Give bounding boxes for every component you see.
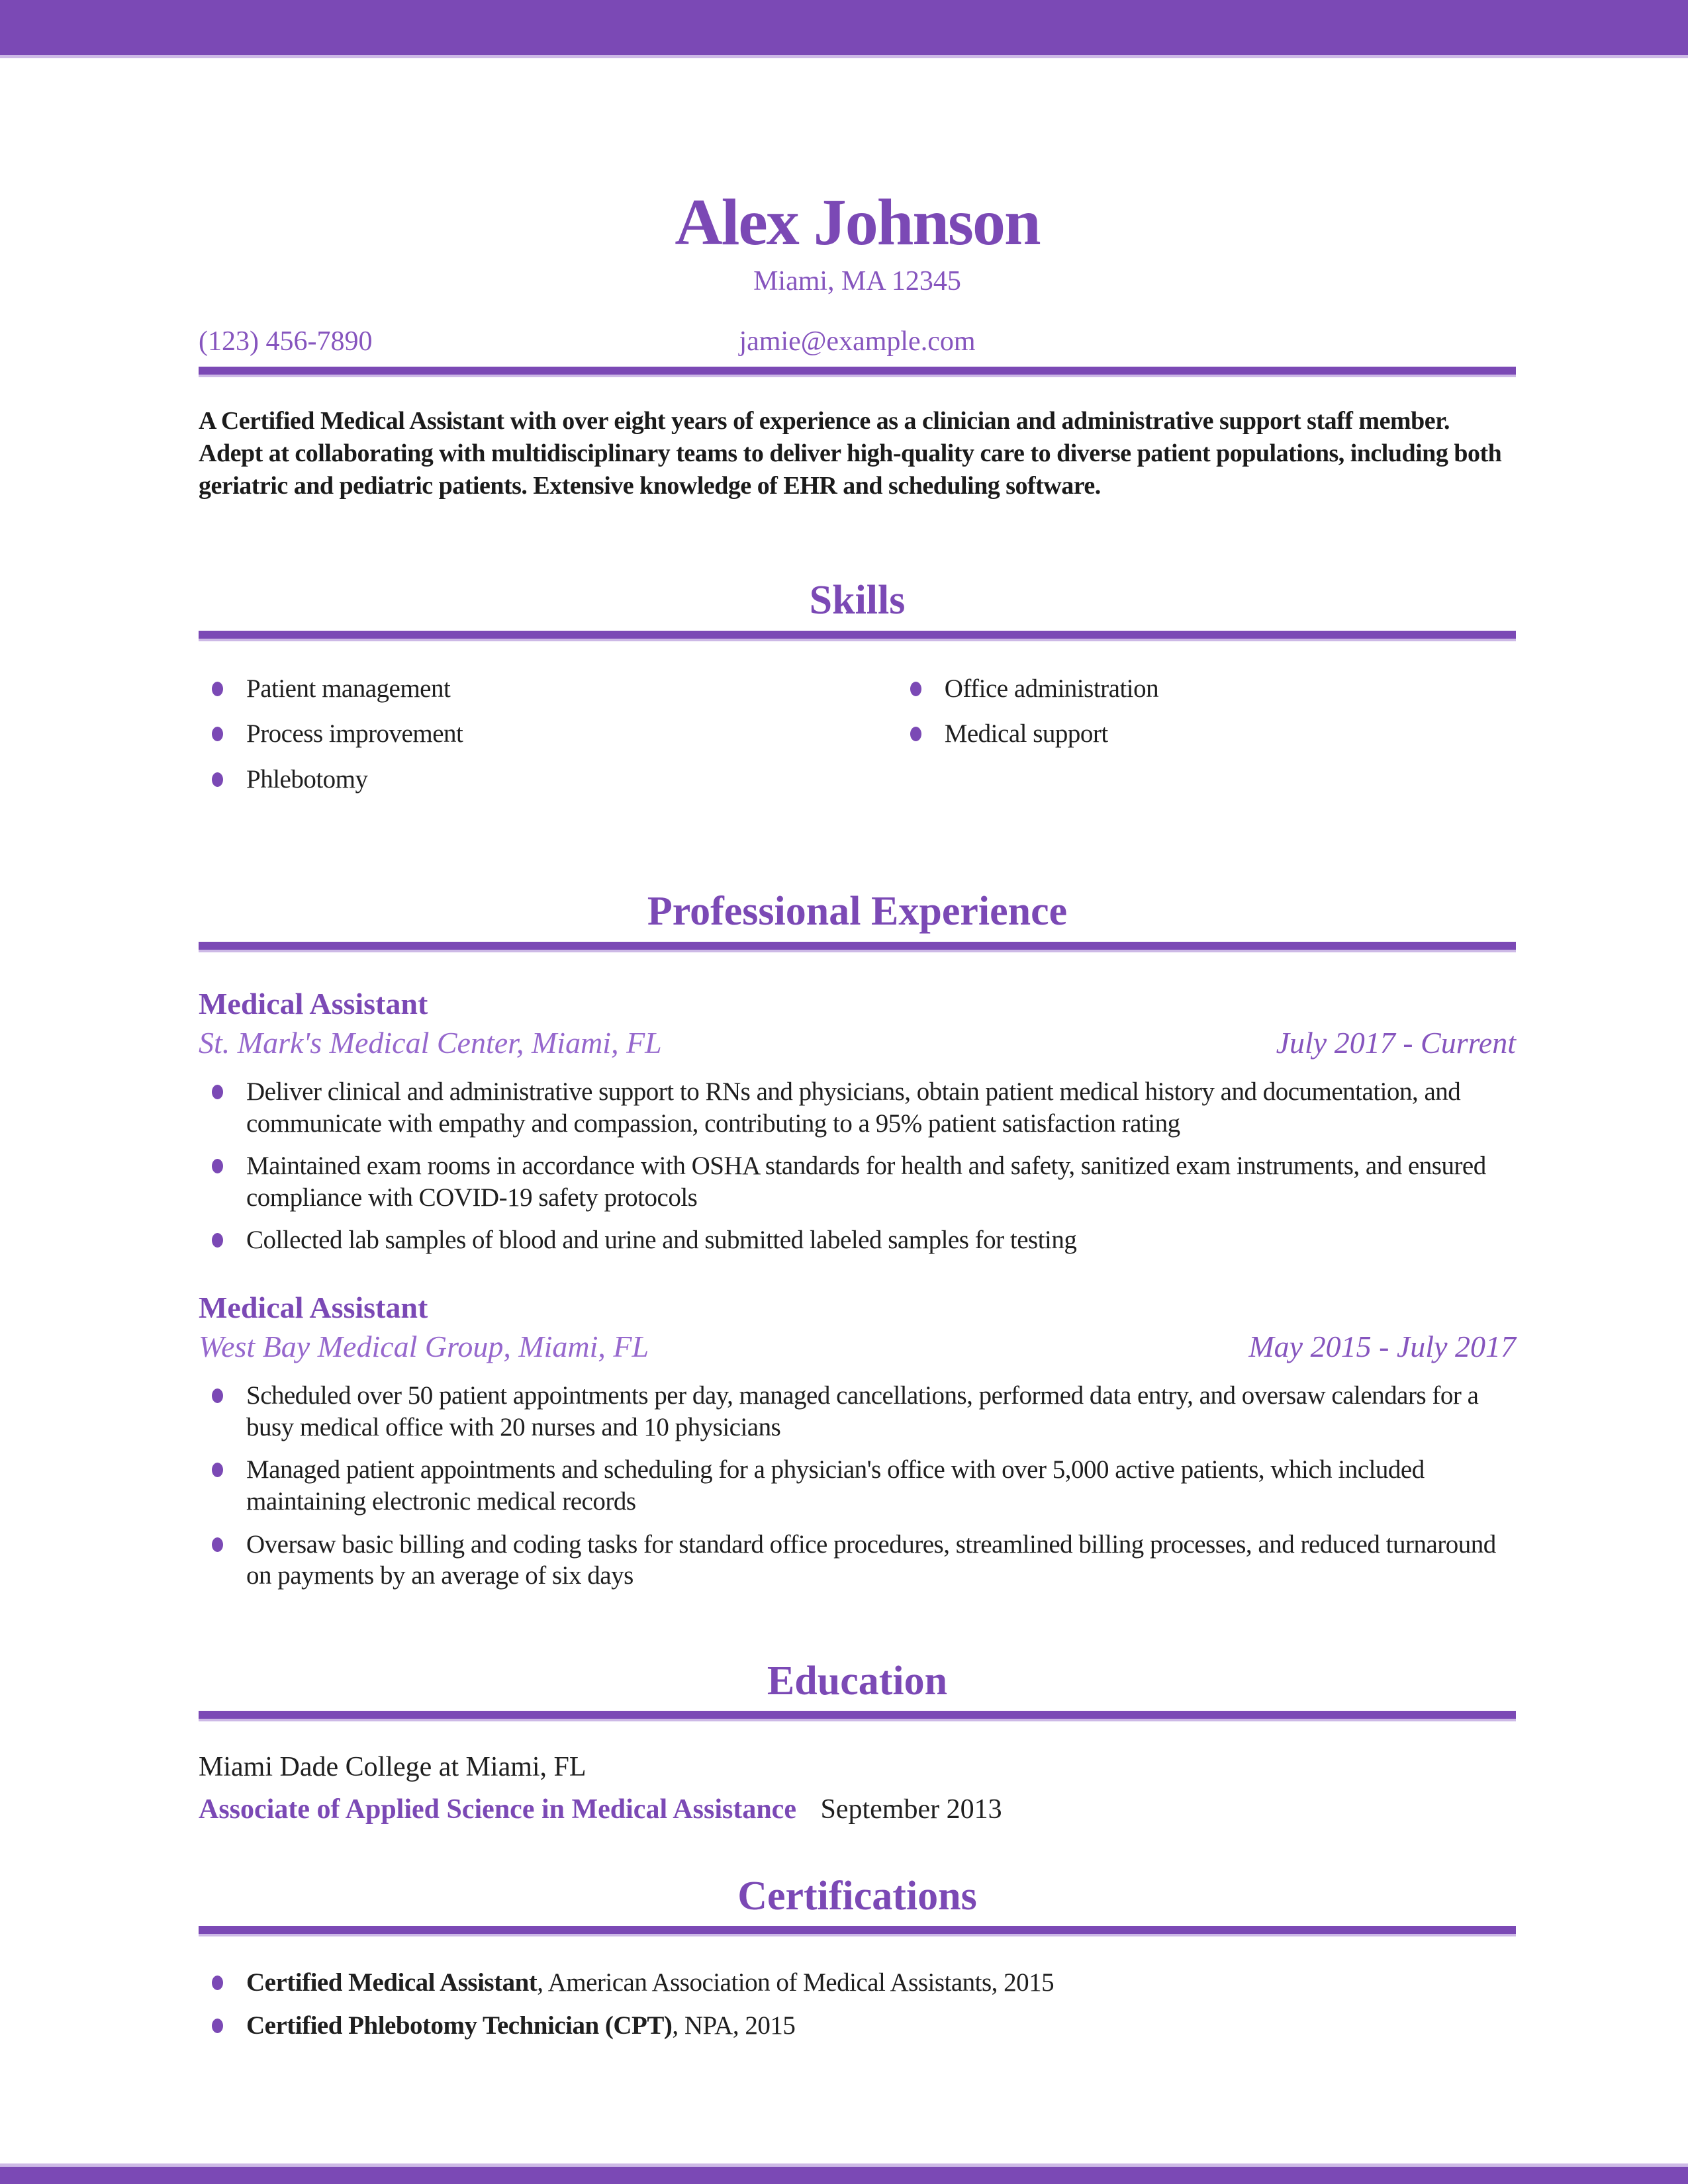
skills-section-title: Skills (809, 578, 906, 623)
skill-item: Office administration (897, 673, 1516, 705)
experience-divider (199, 942, 1516, 952)
job-bullet: Oversaw basic billing and coding tasks for standard office procedures, streamlined billing processes, and reduced turnaround on payments by an average of six days (199, 1529, 1516, 1592)
certifications-list (199, 1967, 1516, 2041)
certification-item (199, 1967, 1516, 1999)
resume-page (199, 185, 1516, 2042)
job-entry (199, 984, 1516, 1256)
education-divider (199, 1711, 1516, 1721)
job-bullet-list (199, 1076, 1516, 1256)
skill-item: Phlebotomy (199, 764, 897, 796)
education-date: September 2013 (820, 1794, 1002, 1825)
certification-item (199, 2010, 1516, 2042)
email-address: jamie@example.com (739, 326, 976, 357)
skill-item: Process improvement (199, 718, 897, 750)
job-title: Medical Assistant (199, 986, 428, 1021)
header-divider (199, 367, 1516, 377)
certification-name: Certified Phlebotomy Technician (CPT) (246, 2011, 673, 2040)
education-degree-row (199, 1792, 1516, 1827)
phone-number: (123) 456-7890 (199, 326, 373, 357)
job-entry (199, 1288, 1516, 1592)
certification-detail: , American Association of Medical Assistants, 2015 (537, 1968, 1055, 1997)
job-dates: May 2015 - July 2017 (1248, 1329, 1516, 1363)
certifications-section-title: Certifications (737, 1874, 977, 1919)
contact-row (199, 324, 1516, 359)
certifications-divider (199, 1926, 1516, 1936)
skills-column-right (897, 673, 1516, 809)
job-bullet-list (199, 1380, 1516, 1591)
job-meta-row (199, 1328, 1516, 1366)
education-school: Miami Dade College at Miami, FL (199, 1752, 586, 1783)
candidate-location: Miami, MA 12345 (753, 266, 961, 296)
education-degree: Associate of Applied Science in Medical Assistance (199, 1794, 796, 1825)
education-section-title: Education (767, 1658, 948, 1704)
skills-column-left (199, 673, 897, 809)
skills-divider (199, 631, 1516, 641)
job-bullet: Managed patient appointments and scheduling for a physician's office with over 5,000 active patients, which included maintaining electronic medical records (199, 1454, 1516, 1517)
top-accent-bar (0, 0, 1688, 58)
job-title: Medical Assistant (199, 1290, 428, 1324)
skill-item: Medical support (897, 718, 1516, 750)
certification-name: Certified Medical Assistant (246, 1968, 538, 1997)
skill-item: Patient management (199, 673, 897, 705)
certification-detail: , NPA, 2015 (672, 2011, 796, 2040)
candidate-name: Alex Johnson (675, 185, 1040, 259)
job-company: St. Mark's Medical Center, Miami, FL (199, 1025, 662, 1060)
bottom-accent-bar (0, 2163, 1688, 2184)
experience-section-title: Professional Experience (647, 889, 1068, 934)
skills-list (199, 673, 1516, 809)
job-bullet: Maintained exam rooms in accordance with OSHA standards for health and safety, sanitized exam instruments, and ensured compliance with COVID-19 safety protocols (199, 1150, 1516, 1213)
job-dates: July 2017 - Current (1276, 1025, 1516, 1060)
professional-summary: A Certified Medical Assistant with over eight years of experience as a clinician and administrative support staff member. Adept at collaborating with multidisciplinary teams to deliver high-quality care to diverse patient populations, including both geriatric and pediatric patients. Extensive knowledge of EHR and scheduling software. (199, 407, 1502, 500)
job-bullet: Collected lab samples of blood and urine and submitted labeled samples for testing (199, 1224, 1516, 1256)
job-company: West Bay Medical Group, Miami, FL (199, 1329, 649, 1363)
job-bullet: Deliver clinical and administrative support to RNs and physicians, obtain patient medical history and documentation, and communicate with empathy and compassion, contributing to a 95% patient satisfaction rating (199, 1076, 1516, 1139)
job-meta-row (199, 1024, 1516, 1062)
job-bullet: Scheduled over 50 patient appointments per day, managed cancellations, performed data entry, and oversaw calendars for a busy medical office with 20 nurses and 10 physicians (199, 1380, 1516, 1443)
